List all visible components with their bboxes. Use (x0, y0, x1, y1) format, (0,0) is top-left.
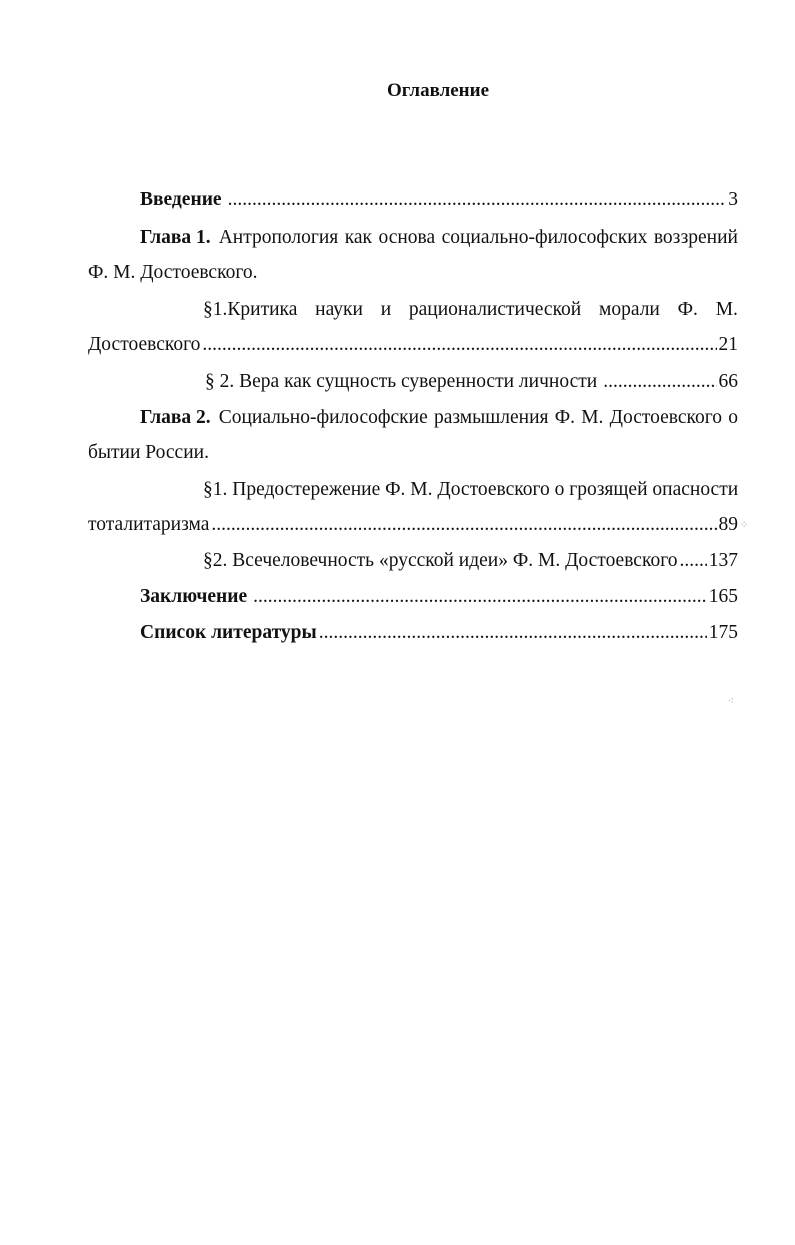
toc-page-number: 165 (708, 586, 738, 607)
toc-entry-chapter-2 (140, 406, 738, 430)
toc-word: науки (315, 299, 363, 320)
toc-word: М. (715, 299, 738, 320)
toc-page-number: 175 (708, 622, 738, 643)
toc-label: Список литературы (140, 622, 317, 643)
toc-label: Заключение (140, 586, 248, 607)
toc-label: §2. Всечеловечность «русской идеи» Ф. М. Достоевского (203, 550, 678, 571)
toc-chapter-title: Антропология как основа социально-философских воззрений (218, 227, 738, 248)
toc-entry-section-1-1 (203, 298, 738, 322)
toc-leader (228, 188, 727, 212)
toc-word: Ф. (677, 299, 698, 320)
toc-word: и (380, 299, 392, 320)
toc-entry-section-2-1: §1. Предостережение Ф. М. Достоевского о грозящей опасности (203, 479, 739, 500)
toc-word: морали (599, 299, 660, 320)
toc-leader (319, 621, 707, 645)
toc-label: Достоевского (88, 334, 201, 355)
toc-label: § 2. Вера как сущность суверенности личности (205, 371, 598, 392)
toc-chapter-title-continuation: бытии России. (88, 442, 209, 463)
toc-word: рационалистической (408, 299, 582, 320)
toc-page-number: 89 (718, 514, 738, 535)
scan-artifact: ⁖ (728, 696, 734, 707)
toc-leader (202, 333, 716, 357)
toc-chapter-title: Социально-философские размышления Ф. М. Достоевского о (218, 407, 738, 428)
toc-chapter-label: Глава 2. (140, 407, 211, 428)
toc-leader (253, 585, 707, 609)
toc-entry-conclusion (140, 585, 738, 609)
toc-entry-intro (140, 188, 738, 212)
toc-entry-chapter-1 (140, 226, 738, 250)
toc-entry-section-1-2 (205, 370, 738, 394)
toc-label: тоталитаризма (88, 514, 210, 535)
toc-leader (211, 513, 716, 537)
toc-entry-bibliography (140, 621, 738, 645)
toc-entry-section-2-1-line2 (88, 513, 738, 537)
page-title: Оглавление (386, 80, 490, 101)
toc-page-number: 3 (728, 189, 738, 210)
toc-leader (679, 549, 706, 573)
toc-word: §1.Критика (203, 299, 298, 320)
scan-artifact: ⁘ (740, 520, 749, 531)
toc-page-number: 66 (718, 371, 738, 392)
toc-chapter-title-continuation: Ф. М. Достоевского. (88, 262, 258, 283)
toc-page-number: 21 (718, 334, 738, 355)
toc-entry-section-1-1-line2 (88, 333, 738, 357)
toc-label: Введение (140, 189, 222, 210)
toc-page-number: 137 (708, 550, 738, 571)
toc-chapter-label: Глава 1. (140, 227, 211, 248)
toc-entry-section-2-2 (203, 549, 738, 573)
toc-leader (603, 370, 716, 394)
